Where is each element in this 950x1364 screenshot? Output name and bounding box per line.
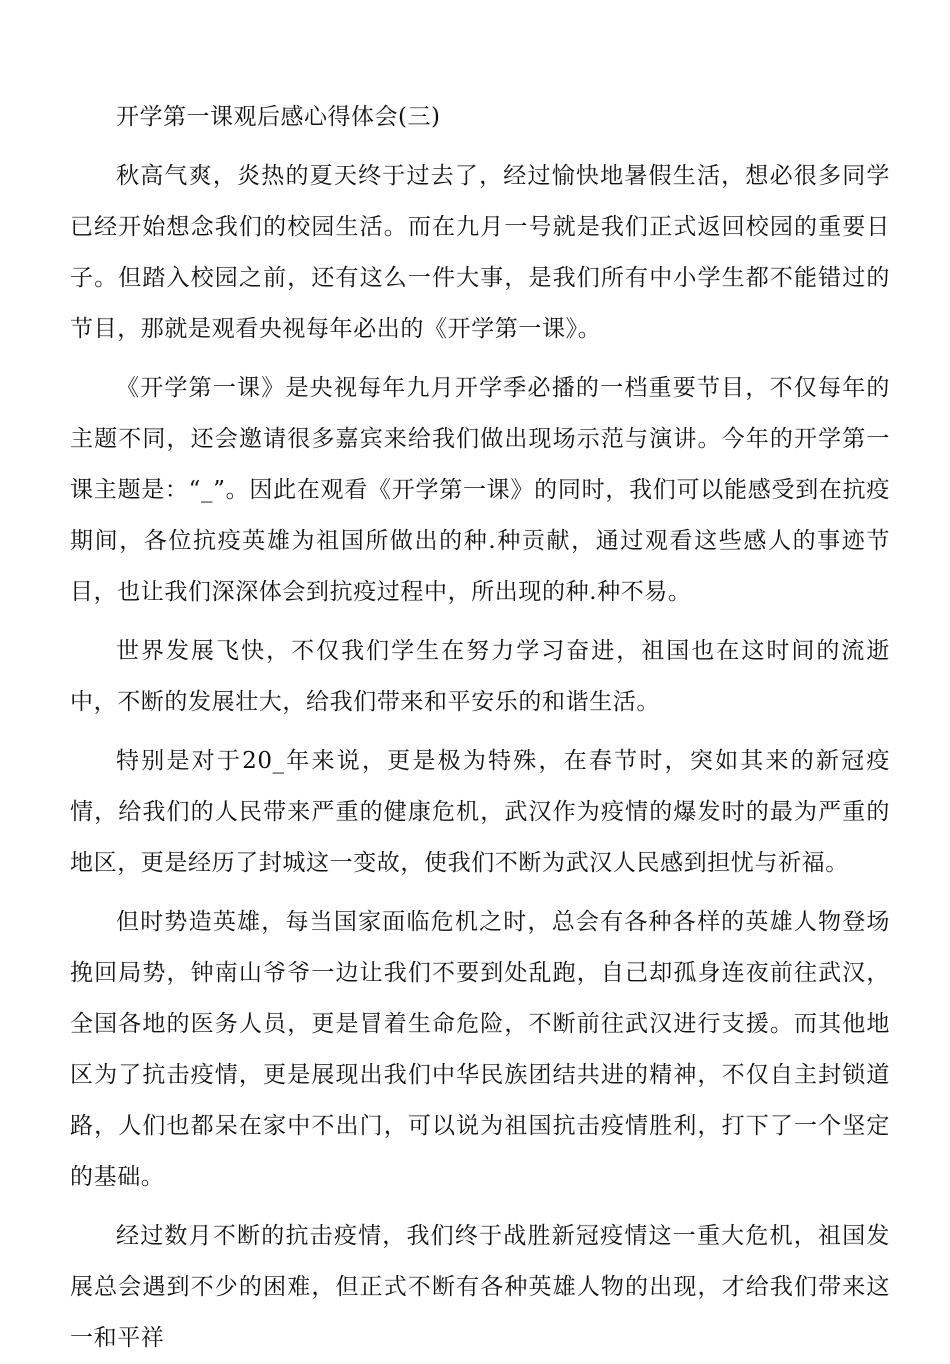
document-title: 开学第一课观后感心得体会(三) bbox=[116, 104, 441, 130]
paragraph-world-development: 世界发展飞快，不仅我们学生在努力学习奋进，祖国也在这时间的流逝中，不断的发展壮大，给我们带来和平安乐的和谐生活。 bbox=[70, 638, 890, 715]
paragraph-program-intro: 《开学第一课》是央视每年九月开学季必播的一档重要节目，不仅每年的主题不同，还会邀请很多嘉宾来给我们做出现场示范与演讲。今年的开学第一课主题是：“_”。因此在观看《开学第一课》的同时，我们可以能感受到在抗疫期间，各位抗疫英雄为祖国所做出的种.种贡献，通过观看这些感人的事迹节目，也让我们深深体会到抗疫过程中，所出现的种.种不易。 bbox=[70, 375, 890, 605]
paragraph-victory: 经过数月不断的抗击疫情，我们终于战胜新冠疫情这一重大危机，祖国发展总会遇到不少的困难，但正式不断有各种英雄人物的出现，才给我们带来这一和平祥 bbox=[70, 1223, 890, 1351]
document-body bbox=[70, 92, 890, 1364]
paragraph-heroes: 但时势造英雄，每当国家面临危机之时，总会有各种各样的英雄人物登场挽回局势，钟南山爷爷一边让我们不要到处乱跑，自己却孤身连夜前往武汉，全国各地的医务人员，更是冒着生命危险，不断前往武汉进行支援。而其他地区为了抗击疫情，更是展现出我们中华民族团结共进的精神，不仅自主封锁道路，人们也都呆在家中不出门，可以说为祖国抗击疫情胜利，打下了一个坚定的基础。 bbox=[70, 909, 890, 1190]
paragraph-epidemic: 特别是对于20_年来说，更是极为特殊，在春节时，突如其来的新冠疫情，给我们的人民带来严重的健康危机，武汉作为疫情的爆发时的最为严重的地区，更是经历了封城这一变故，使我们不断为武汉人民感到担忧与祈福。 bbox=[70, 748, 890, 876]
paragraph-opening: 秋高气爽，炎热的夏天终于过去了，经过愉快地暑假生活，想必很多同学已经开始想念我们的校园生活。而在九月一号就是我们正式返回校园的重要日子。但踏入校园之前，还有这么一件大事，是我们所有中小学生都不能错过的节目，那就是观看央视每年必出的《开学第一课》。 bbox=[70, 163, 890, 342]
